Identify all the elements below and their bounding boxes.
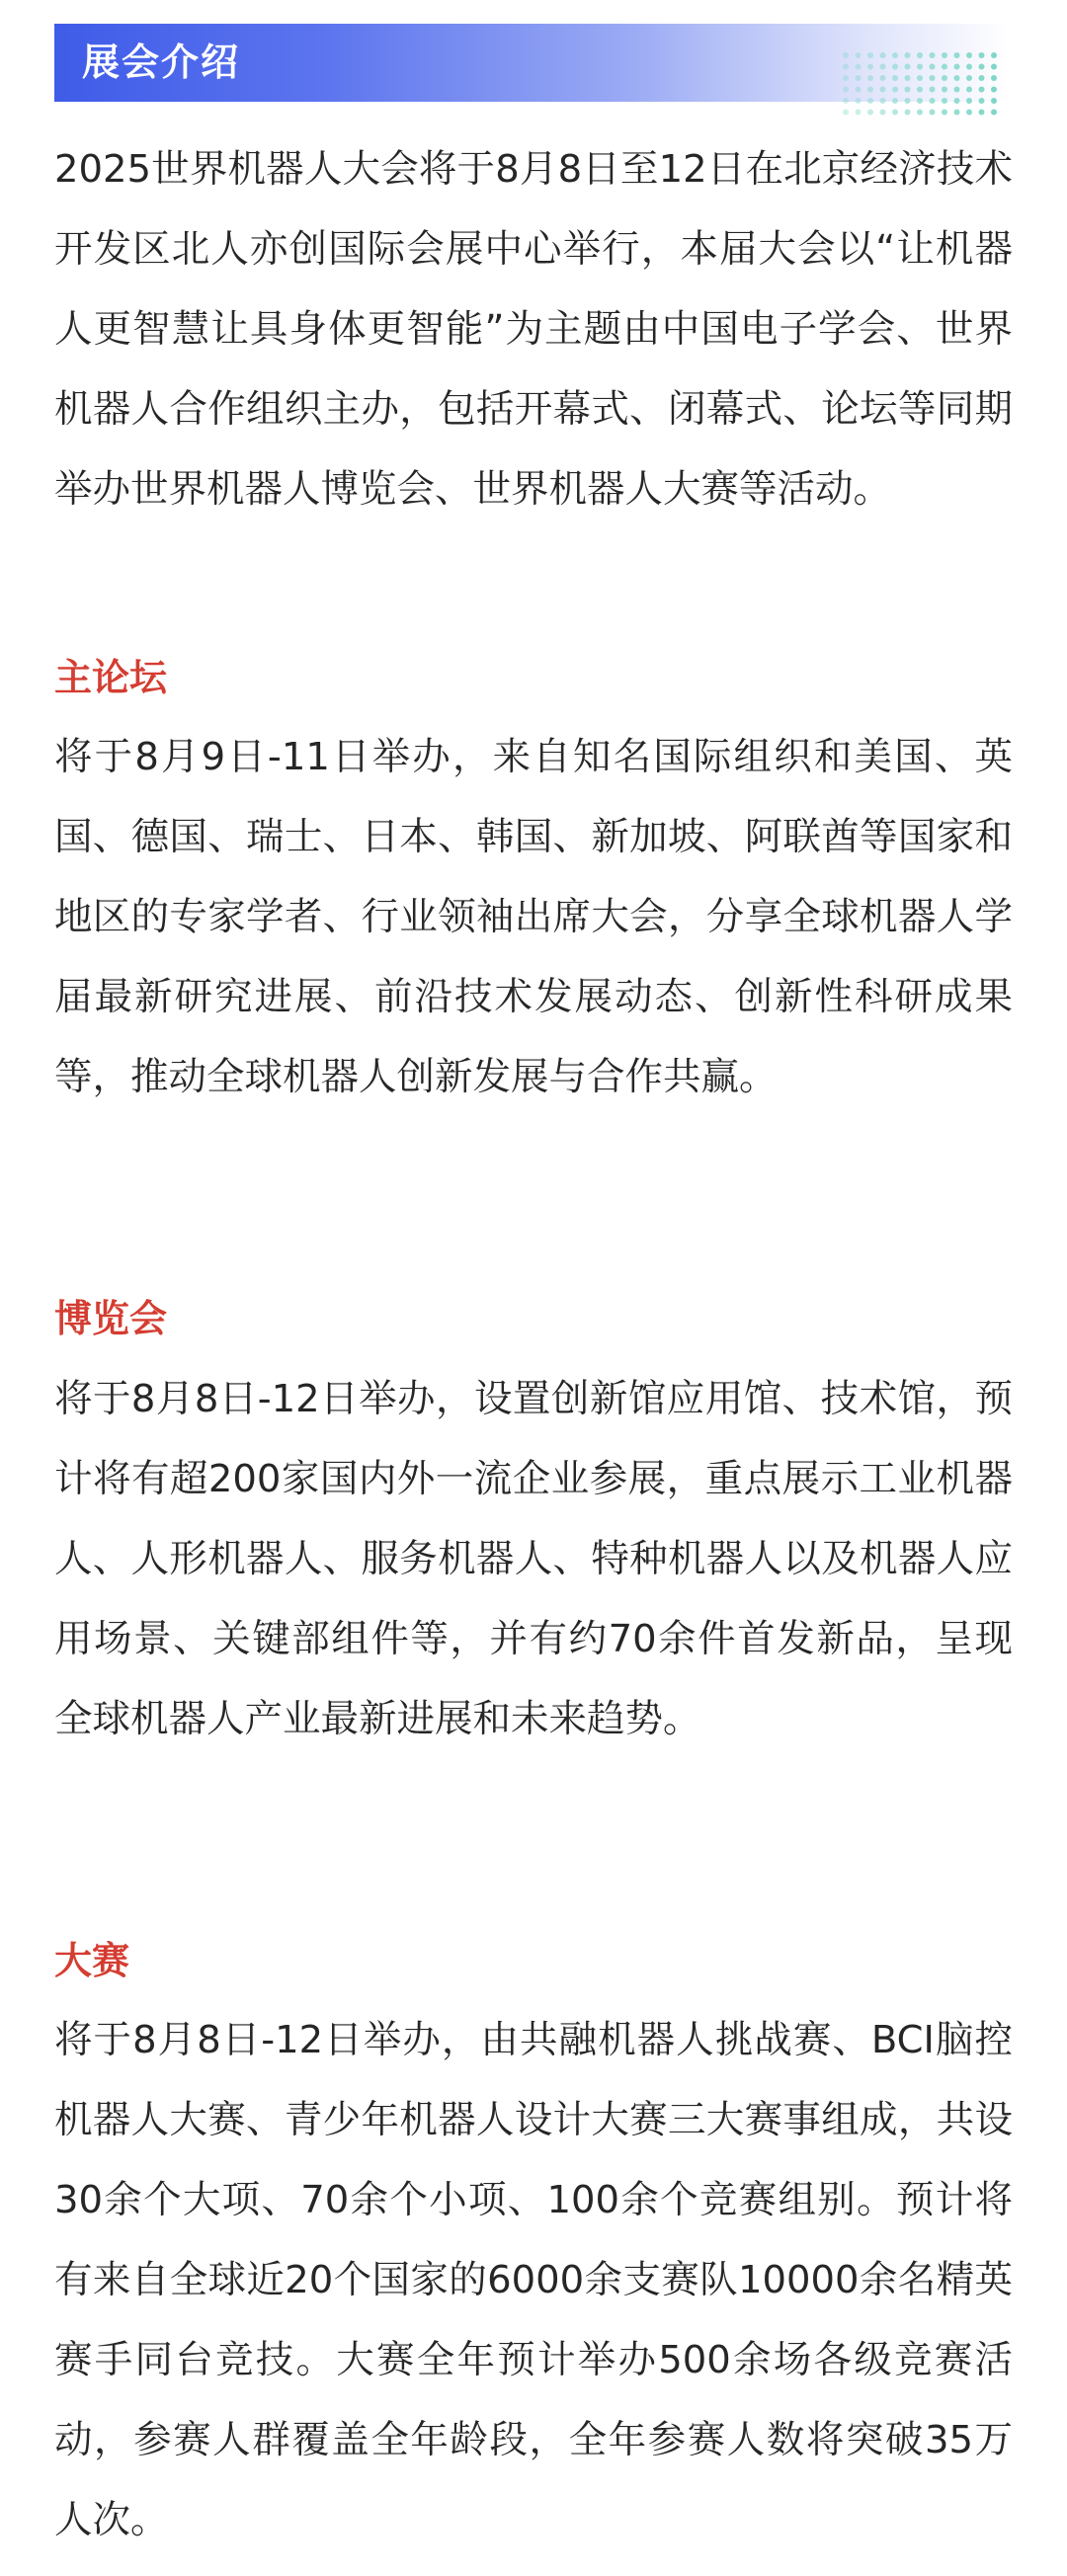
section-paragraph-expo: 将于8月8日-12日举办，设置创新馆应用馆、技术馆，预计将有超200家国内外一流企业参展，重点展示工业机器人、人形机器人、服务机器人、特种机器人以及机器人应用场景、关键部组件等，并有约70余件首发新品，呈现全球机器人产业最新进展和未来趋势。 bbox=[54, 1377, 1013, 1741]
banner-title: 展会介绍 bbox=[82, 40, 241, 84]
section-heading-main-forum: 主论坛 bbox=[54, 656, 168, 699]
section-heading-contest: 大赛 bbox=[54, 1939, 130, 1982]
section-heading-expo: 博览会 bbox=[54, 1297, 168, 1340]
section-paragraph-main-forum: 将于8月9日-11日举办，来自知名国际组织和美国、英国、德国、瑞士、日本、韩国、新加坡、阿联酋等国家和地区的专家学者、行业领袖出席大会，分享全球机器人学届最新研究进展、前沿技术发展动态、创新性科研成果等，推动全球机器人创新发展与合作共赢。 bbox=[54, 735, 1013, 1099]
section-paragraph-contest: 将于8月8日-12日举办，由共融机器人挑战赛、BCI脑控机器人大赛、青少年机器人设计大赛三大赛事组成，共设30余个大项、70余个小项、100余个竞赛组别。预计将有来自全球近20个国家的6000余支赛队10000余名精英赛手同台竞技。大赛全年预计举办500余场各级竞赛活动，参赛人群覆盖全年龄段，全年参赛人数将突破35万人次。 bbox=[54, 2018, 1013, 2542]
dot-grid-icon bbox=[840, 49, 1006, 119]
intro-paragraph: 2025世界机器人大会将于8月8日至12日在北京经济技术开发区北人亦创国际会展中心举行，本届大会以“让机器人更智慧让具身体更智能”为主题由中国电子学会、世界机器人合作组织主办，包括开幕式、闭幕式、论坛等同期举办世界机器人博览会、世界机器人大赛等活动。 bbox=[54, 147, 1013, 512]
